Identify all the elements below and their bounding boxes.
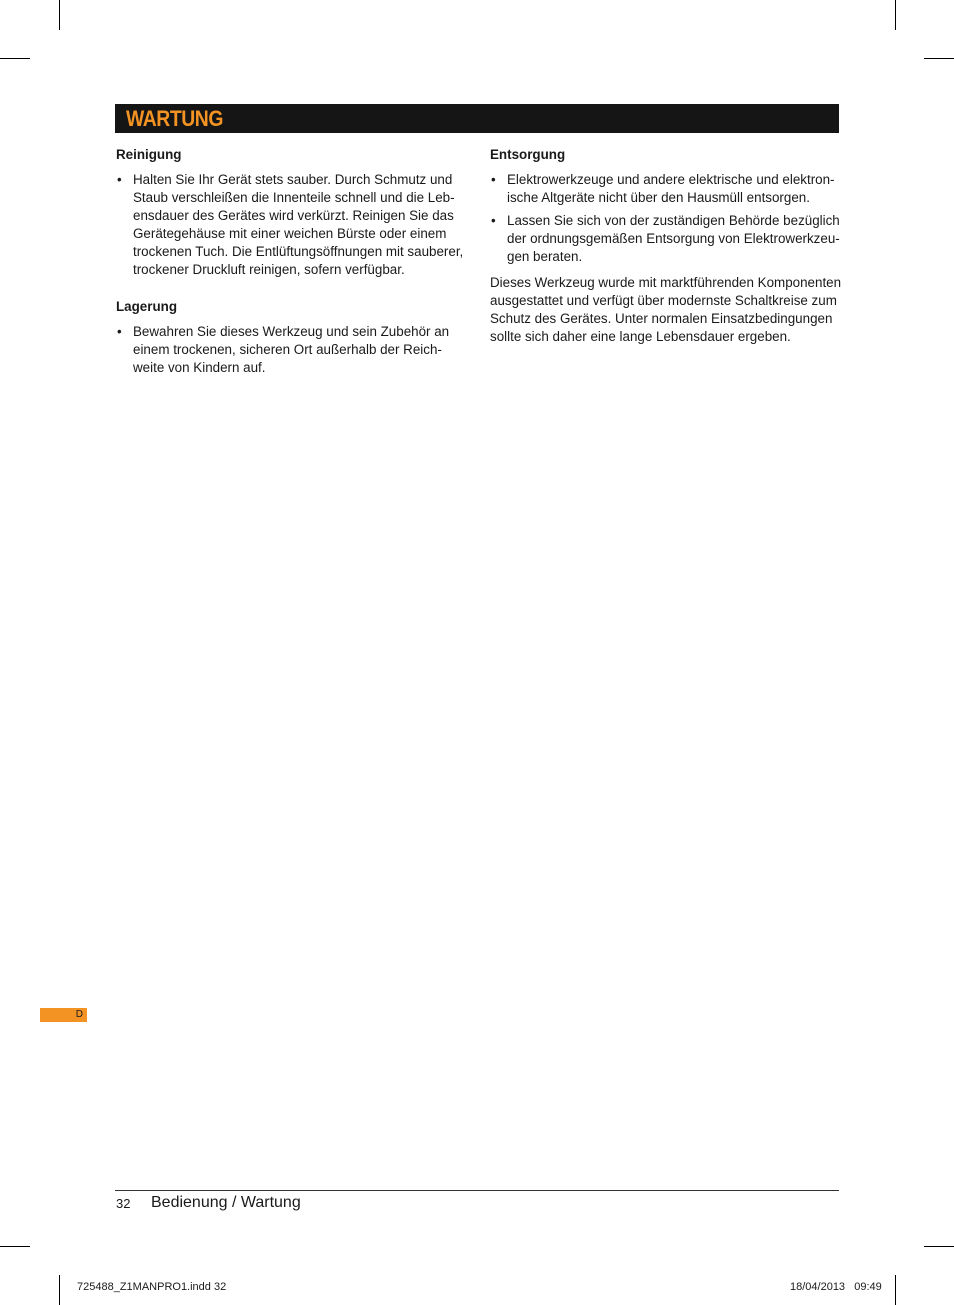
line: Lassen Sie sich von der zuständigen Behörde bezüglich — [507, 213, 840, 228]
footer-section-title: Bedienung / Wartung — [151, 1194, 301, 1211]
line: Schutz des Gerätes. Unter normalen Einsatzbedingungen — [490, 311, 833, 326]
line: Elektrowerkzeuge und andere elektrische und elektron- — [507, 172, 835, 187]
crop-mark — [0, 1246, 30, 1247]
list-reinigung — [116, 171, 466, 279]
line: der ordnungsgemäßen Entsorgung von Elektrowerkzeu- — [507, 231, 840, 246]
heading-entsorgung: Entsorgung — [490, 147, 566, 162]
slug-filename: 725488_Z1MANPRO1.indd 32 — [77, 1281, 227, 1293]
crop-mark — [895, 0, 896, 30]
crop-mark — [924, 58, 954, 59]
line: Gerätegehäuse mit einer weichen Bürste oder einem — [133, 226, 447, 241]
line: gen beraten. — [507, 249, 583, 264]
line: ische Altgeräte nicht über den Hausmüll entsorgen. — [507, 190, 810, 205]
crop-mark — [0, 58, 30, 59]
line: einem trockenen, sicheren Ort außerhalb der Reich- — [133, 342, 442, 357]
bullet-icon: • — [117, 172, 122, 187]
line: Bewahren Sie dieses Werkzeug und sein Zubehör an — [133, 324, 450, 339]
list-lagerung — [116, 323, 466, 377]
page-number: 32 — [116, 1196, 131, 1211]
line: Halten Sie Ihr Gerät stets sauber. Durch Schmutz und — [133, 172, 453, 187]
heading-reinigung: Reinigung — [116, 147, 182, 162]
language-tab — [40, 1008, 87, 1022]
slug-datetime: 18/04/2013 09:49 — [790, 1281, 882, 1293]
crop-mark — [59, 0, 60, 30]
list-item — [116, 323, 466, 377]
section-title-bar — [115, 104, 839, 133]
heading-lagerung: Lagerung — [116, 299, 178, 314]
page-title: WARTUNG — [126, 106, 223, 131]
list-item — [490, 212, 842, 266]
line: ausgestattet und verfügt über modernste Schaltkreise zum — [490, 293, 837, 308]
line: trockener Druckluft reinigen, sofern verfügbar. — [133, 262, 405, 277]
list-entsorgung — [490, 171, 842, 266]
footer-divider — [115, 1190, 839, 1191]
bullet-icon: • — [491, 172, 496, 187]
line: ensdauer des Gerätes wird verkürzt. Reinigen Sie das — [133, 208, 454, 223]
line: Dieses Werkzeug wurde mit marktführenden Komponenten — [490, 275, 842, 290]
list-item — [490, 171, 842, 207]
list-item — [116, 171, 466, 279]
right-column — [490, 146, 842, 346]
line: trockenen Tuch. Die Entlüftungsöffnungen mit sauberer, — [133, 244, 464, 259]
language-label: D — [75, 1009, 83, 1020]
crop-mark — [59, 1275, 60, 1305]
bullet-icon: • — [491, 213, 496, 228]
line: Staub verschleißen die Innenteile schnell und die Leb- — [133, 190, 455, 205]
crop-mark — [924, 1246, 954, 1247]
left-column — [116, 146, 466, 382]
line: sollte sich daher eine lange Lebensdauer ergeben. — [490, 329, 791, 344]
bullet-icon: • — [117, 324, 122, 339]
crop-mark — [895, 1275, 896, 1305]
line: weite von Kindern auf. — [133, 360, 266, 375]
entsorgung-paragraph — [490, 274, 842, 346]
